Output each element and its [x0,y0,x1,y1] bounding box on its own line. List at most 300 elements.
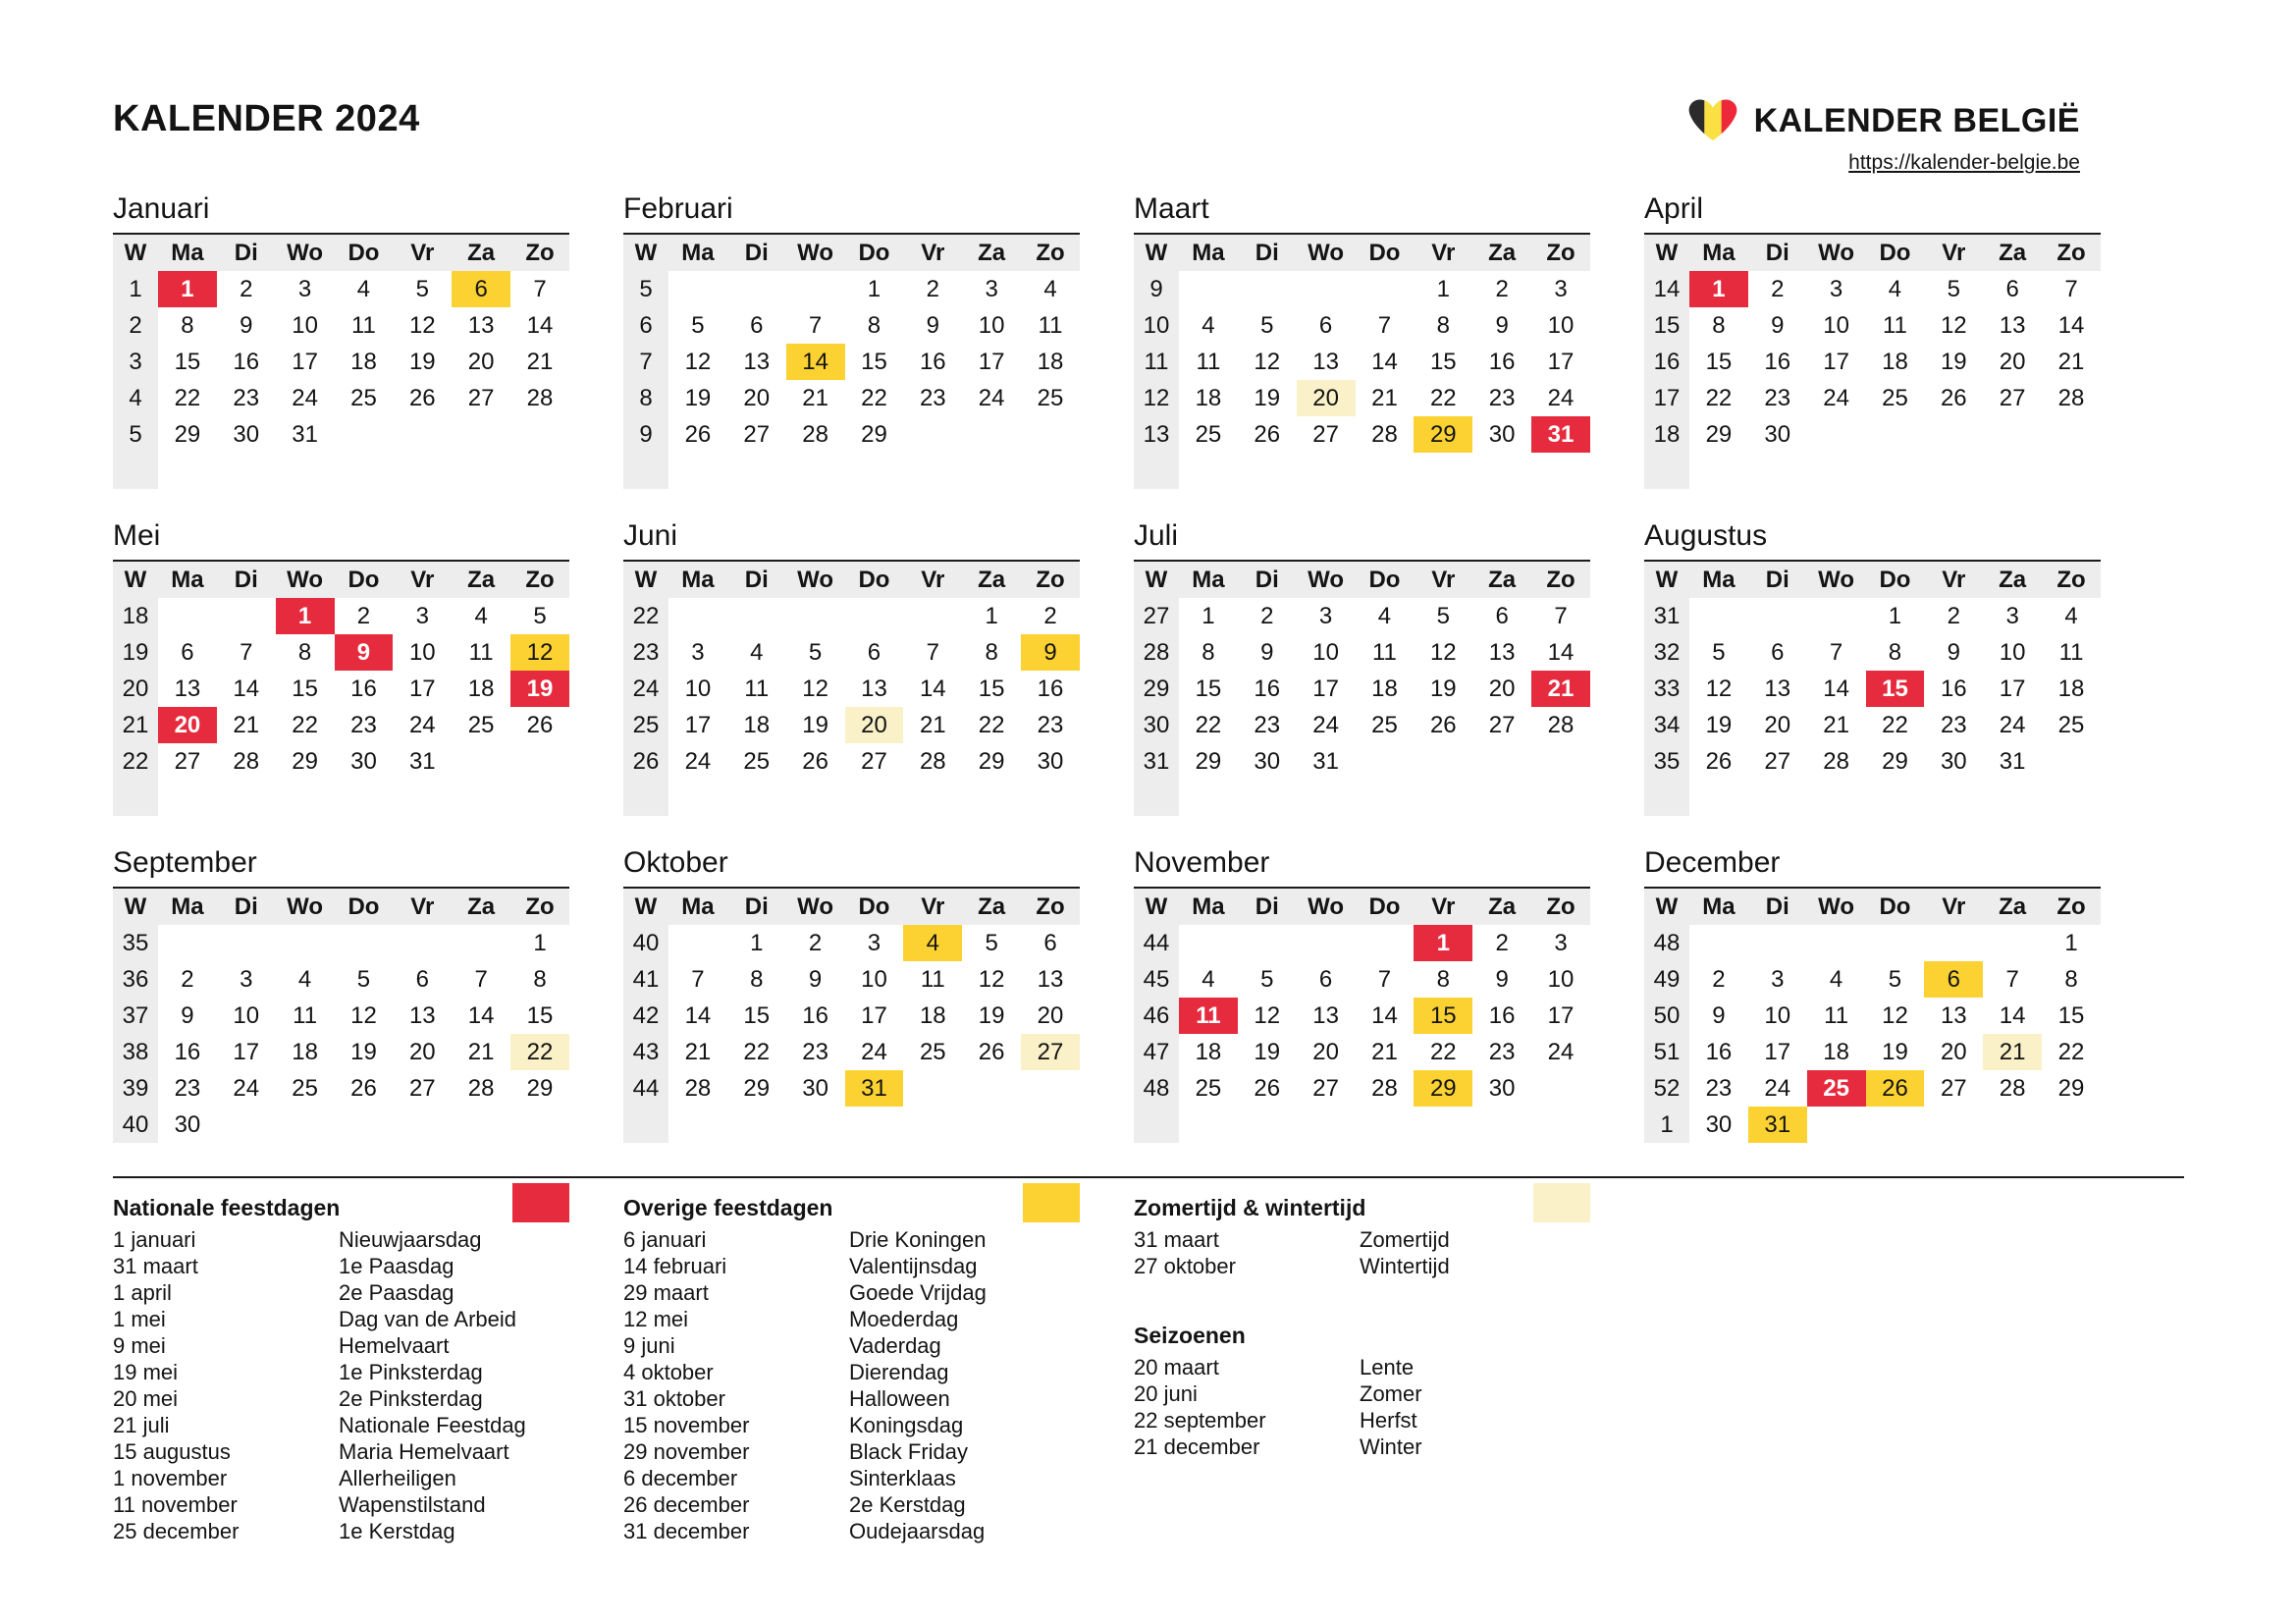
day-cell: 13 [1764,675,1791,702]
day-cell: 12 [510,634,569,671]
month-title: Juli [1134,518,1590,562]
day-cell [158,925,217,961]
legend-item-label: Vaderdag [849,1333,941,1358]
legend-items [623,1226,1080,1544]
legend-items [113,1226,569,1544]
day-cell [1983,925,2042,961]
day-cell: 22 [978,711,1005,738]
day-cell [727,598,786,634]
week-number-cell [1644,453,1689,489]
day-cell [1807,780,1866,816]
legend-column-1 [113,1183,569,1544]
day-cell: 13 [1488,638,1516,666]
legend-item-label: 1e Paasdag [339,1254,454,1278]
day-cell: 8 [533,965,547,993]
week-row [113,1107,569,1143]
legend-item-date: 26 december [623,1492,750,1517]
day-cell: 12 [684,348,712,375]
day-cell: 17 [1312,675,1339,702]
day-cell [1179,271,1238,307]
weekday-header-cell: Wo [1807,889,1866,925]
day-cell: 7 [926,638,939,666]
week-number-cell: 31 [1644,598,1689,634]
week-number-cell [113,453,158,489]
day-cell: 27 [1940,1074,1967,1102]
legend-item-date: 11 november [113,1492,238,1517]
day-cell: 8 [1436,965,1450,993]
week-number-cell [1134,453,1179,489]
day-cell: 24 [1823,384,1849,411]
week-row [623,961,1080,998]
legend-item-date: 20 maart [1134,1355,1219,1380]
day-cell: 11 [293,1001,318,1029]
weekday-header-cell: Ma [668,235,727,271]
week-col-header: W [623,562,668,598]
day-cell: 3 [985,275,998,302]
day-cell: 29 [2057,1074,2085,1102]
day-cell: 19 [1254,384,1281,411]
day-cell: 9 [1021,634,1080,671]
day-cell: 27 [174,747,201,775]
weekday-header-cell: Wo [786,235,845,271]
day-cell: 27 [861,747,887,775]
day-cell: 7 [808,311,823,339]
week-number-cell: 52 [1644,1070,1689,1107]
weekday-header-cell: Di [1238,889,1297,925]
week-row [1134,271,1590,307]
week-row [623,344,1080,380]
day-cell: 9 [1771,311,1785,339]
week-row [113,671,569,707]
legend-item [623,1253,1080,1279]
day-cell: 2 [356,602,371,629]
day-cell: 11 [350,311,376,339]
legend-item [1134,1434,1590,1460]
day-cell: 9 [1495,311,1509,339]
weekday-header-cell: Wo [276,562,335,598]
day-cell [1238,271,1297,307]
page-title: KALENDER 2024 [113,98,420,139]
day-cell: 12 [802,675,828,702]
day-cell [962,1107,1021,1143]
day-cell: 16 [1764,348,1791,375]
legend-item [113,1491,569,1518]
day-cell [727,453,786,489]
day-cell: 8 [2064,965,2078,993]
weekday-header-cell: Za [1472,889,1531,925]
day-cell: 30 [1705,1110,1733,1138]
day-cell: 21 [1371,1038,1398,1065]
weekday-header-cell: Wo [276,235,335,271]
day-cell: 24 [684,747,712,775]
legend-item-label: Maria Hemelvaart [339,1439,509,1464]
week-col-header: W [1644,562,1689,598]
legend-item-label: Dag van de Arbeid [339,1307,517,1331]
day-cell [393,416,452,453]
week-row [623,380,1080,416]
legend-item [113,1412,569,1438]
weekday-header-cell: Zo [2042,889,2101,925]
weekday-header-cell: Vr [1924,562,1983,598]
day-cell: 10 [684,675,712,702]
day-cell: 11 [1179,998,1238,1034]
day-cell: 16 [233,348,260,375]
day-cell: 21 [1823,711,1849,738]
legend-section [113,1183,569,1544]
day-cell: 13 [1037,965,1064,993]
month-title: April [1644,191,2101,235]
day-cell: 15 [743,1001,771,1029]
day-cell: 22 [1429,1038,1457,1065]
week-number-cell: 36 [113,961,158,998]
day-cell: 27 [1764,747,1791,775]
legend-item [1134,1253,1590,1279]
week-number-cell: 48 [1134,1070,1179,1107]
week-number-cell: 21 [113,707,158,743]
day-cell: 15 [1866,671,1925,707]
weekday-header-cell: Za [962,889,1021,925]
day-cell [510,416,569,453]
weekday-header-cell: Di [217,235,276,271]
day-cell: 15 [1414,998,1472,1034]
day-cell: 14 [1547,638,1575,666]
day-cell: 26 [1705,747,1733,775]
day-cell [962,780,1021,816]
month-table [1134,562,1590,816]
day-cell: 23 [802,1038,828,1065]
day-cell: 31 [292,420,318,448]
legend-item [113,1226,569,1253]
day-cell: 15 [1705,348,1733,375]
day-cell: 5 [1888,965,1902,993]
day-cell: 6 [452,271,510,307]
day-cell: 14 [786,344,845,380]
day-cell: 3 [297,275,312,302]
legend-section-title: Zomertijd & wintertijd [1134,1195,1366,1220]
day-cell: 25 [1195,1074,1222,1102]
week-number-cell: 27 [1134,598,1179,634]
day-cell [1531,1070,1590,1107]
weekday-header-cell: Di [217,889,276,925]
week-number-cell: 22 [113,743,158,780]
week-row [1134,1070,1590,1107]
day-cell [1356,925,1415,961]
day-cell: 2 [1495,929,1509,956]
day-cell: 6 [750,311,764,339]
day-cell [1297,453,1356,489]
day-cell [727,271,786,307]
day-cell: 23 [174,1074,201,1102]
legend-item [1134,1226,1590,1253]
day-cell: 29 [1414,416,1472,453]
day-cell [1689,598,1748,634]
month-title: Maart [1134,191,1590,235]
week-number-cell: 40 [623,925,668,961]
week-number-cell: 41 [623,961,668,998]
week-number-cell: 31 [1134,743,1179,780]
legend-item-date: 31 maart [1134,1227,1219,1252]
week-number-cell: 5 [623,271,668,307]
day-cell: 23 [1764,384,1791,411]
day-cell [1356,743,1415,780]
day-cell: 19 [1705,711,1733,738]
day-cell: 1 [533,929,547,956]
day-cell: 23 [1940,711,1967,738]
day-cell [845,598,904,634]
week-row [113,743,569,780]
weekday-header-cell: Ma [1689,235,1748,271]
day-cell [1531,743,1590,780]
day-cell [903,1107,962,1143]
legend-item-date: 14 februari [623,1254,727,1278]
week-number-cell: 18 [1644,416,1689,453]
day-cell: 18 [292,1038,318,1065]
day-cell: 9 [808,965,823,993]
day-cell: 22 [1429,384,1457,411]
day-cell [1472,453,1531,489]
day-cell: 18 [1882,348,1908,375]
legend-section-header [113,1183,569,1226]
day-cell: 11 [1038,311,1063,339]
weekday-header-cell: Zo [1021,889,1080,925]
weekday-header-cell: Zo [1531,562,1590,598]
weekday-header-cell: Do [1356,889,1415,925]
belgium-heart-icon [1687,98,1738,143]
day-cell: 13 [1312,348,1339,375]
week-row [623,1034,1080,1070]
legend-item-label: Allerheiligen [339,1466,456,1490]
day-cell: 8 [867,311,881,339]
week-row [113,380,569,416]
day-cell: 5 [985,929,998,956]
day-cell [1983,453,2042,489]
day-cell: 14 [1823,675,1849,702]
legend-item [1134,1407,1590,1434]
month-table [113,235,569,489]
month-april [1644,191,2101,489]
day-cell: 6 [2005,275,2019,302]
day-cell [158,780,217,816]
legend-item-date: 31 december [623,1519,750,1543]
week-row [1134,344,1590,380]
week-number-cell: 9 [1134,271,1179,307]
day-cell [1866,780,1925,816]
legend-item-label: Nationale Feestdag [339,1413,526,1437]
week-row [1134,1034,1590,1070]
day-cell [1807,416,1866,453]
day-cell [903,453,962,489]
month-title: Februari [623,191,1080,235]
weekday-header-cell: Zo [1021,562,1080,598]
legend-item-label: 2e Kerstdag [849,1492,966,1517]
day-cell [1414,1107,1472,1143]
weekday-header-cell: Zo [510,889,569,925]
day-cell: 17 [292,348,318,375]
day-cell: 25 [1037,384,1064,411]
day-cell: 5 [691,311,705,339]
legend-section-header [623,1183,1080,1226]
day-cell: 27 [743,420,771,448]
day-cell: 16 [1705,1038,1733,1065]
legend-item-date: 1 januari [113,1227,196,1252]
day-cell [1924,453,1983,489]
day-cell: 8 [1712,311,1726,339]
legend-item-date: 31 oktober [623,1386,725,1411]
site-url-link[interactable]: https://kalender-belgie.be [1848,151,2080,174]
day-cell: 24 [292,384,318,411]
week-row [623,707,1080,743]
legend-item [113,1438,569,1465]
week-number-cell: 19 [113,634,158,671]
weekday-header-cell: Di [727,562,786,598]
day-cell: 28 [526,384,554,411]
day-cell: 2 [1043,602,1057,629]
legend [113,1183,2101,1544]
day-cell: 23 [1705,1074,1733,1102]
day-cell: 30 [174,1110,201,1138]
legend-column-2 [623,1183,1080,1544]
day-cell: 21 [233,711,260,738]
day-cell [1297,780,1356,816]
day-cell: 4 [1829,965,1843,993]
day-cell [1689,925,1748,961]
day-cell: 14 [233,675,260,702]
legend-section [1134,1311,1590,1460]
day-cell [1531,453,1590,489]
day-cell: 6 [1495,602,1509,629]
legend-item-date: 27 oktober [1134,1254,1236,1278]
day-cell: 23 [233,384,260,411]
day-cell [1689,780,1748,816]
day-cell [1238,1107,1297,1143]
day-cell: 12 [1254,348,1281,375]
week-row [623,925,1080,961]
day-cell: 2 [1495,275,1509,302]
week-number-cell: 46 [1134,998,1179,1034]
day-cell: 1 [867,275,881,302]
day-cell [1356,1107,1415,1143]
week-number-cell: 12 [1134,380,1179,416]
day-cell: 4 [2064,602,2078,629]
legend-item [623,1518,1080,1544]
day-cell: 12 [1705,675,1733,702]
legend-item [623,1412,1080,1438]
week-number-cell [623,780,668,816]
legend-item-label: Winter [1360,1434,1422,1459]
week-number-cell: 35 [113,925,158,961]
day-cell [158,598,217,634]
day-cell: 24 [1547,1038,1575,1065]
day-cell: 9 [335,634,394,671]
day-cell: 17 [1547,1001,1575,1029]
day-cell: 28 [919,747,946,775]
week-col-header: W [1134,235,1179,271]
week-col-header: W [113,562,158,598]
day-cell: 28 [467,1074,495,1102]
week-row [1134,634,1590,671]
weekday-header-cell: Vr [393,562,452,598]
day-cell: 8 [1201,638,1215,666]
week-number-cell: 1 [1644,1107,1689,1143]
legend-item [623,1491,1080,1518]
week-number-cell: 32 [1644,634,1689,671]
day-cell [1297,271,1356,307]
day-cell: 13 [1940,1001,1967,1029]
weekday-header-cell: Ma [668,889,727,925]
day-cell: 7 [1554,602,1568,629]
week-row [113,925,569,961]
day-cell: 26 [802,747,828,775]
week-col-header: W [1134,889,1179,925]
day-cell [1297,1107,1356,1143]
week-number-cell: 23 [623,634,668,671]
day-cell: 17 [1823,348,1849,375]
week-number-cell [1644,780,1689,816]
legend-item [623,1332,1080,1359]
day-cell [2042,743,2101,780]
day-cell: 17 [978,348,1005,375]
day-cell: 18 [1195,384,1222,411]
day-cell: 12 [350,1001,377,1029]
day-cell: 30 [350,747,377,775]
day-cell: 15 [526,1001,554,1029]
day-cell: 21 [684,1038,712,1065]
day-cell: 25 [1195,420,1222,448]
day-cell: 30 [1037,747,1064,775]
week-row [1134,598,1590,634]
day-cell: 15 [2057,1001,2085,1029]
day-cell: 29 [978,747,1005,775]
day-cell: 22 [1882,711,1908,738]
day-cell: 31 [1748,1107,1807,1143]
legend-item-label: Sinterklaas [849,1466,956,1490]
week-number-cell: 1 [113,271,158,307]
day-cell: 1 [1689,271,1748,307]
week-col-header: W [1134,562,1179,598]
day-cell [1807,598,1866,634]
day-cell: 15 [174,348,201,375]
legend-item [113,1359,569,1385]
day-cell [962,1070,1021,1107]
legend-item-date: 29 maart [623,1280,709,1305]
legend-item [623,1465,1080,1491]
day-cell: 16 [1488,348,1516,375]
day-cell [1472,1107,1531,1143]
month-table [1644,562,2101,816]
legend-item [1134,1354,1590,1380]
day-cell: 19 [978,1001,1005,1029]
legend-item-date: 21 december [1134,1434,1260,1459]
day-cell: 2 [926,275,939,302]
day-cell: 7 [691,965,705,993]
legend-item-label: Herfst [1360,1408,1417,1433]
day-cell: 12 [978,965,1005,993]
month-table [1134,235,1590,489]
day-cell: 9 [1495,965,1509,993]
day-cell: 25 [1882,384,1908,411]
day-cell: 8 [181,311,194,339]
day-cell: 24 [1999,711,2026,738]
weekday-header-cell: Di [217,562,276,598]
day-cell: 25 [743,747,771,775]
day-cell: 20 [408,1038,436,1065]
day-cell [217,453,276,489]
day-cell: 22 [2057,1038,2085,1065]
day-cell: 18 [1371,675,1398,702]
day-cell: 19 [802,711,828,738]
day-cell [1807,453,1866,489]
day-cell: 8 [985,638,998,666]
